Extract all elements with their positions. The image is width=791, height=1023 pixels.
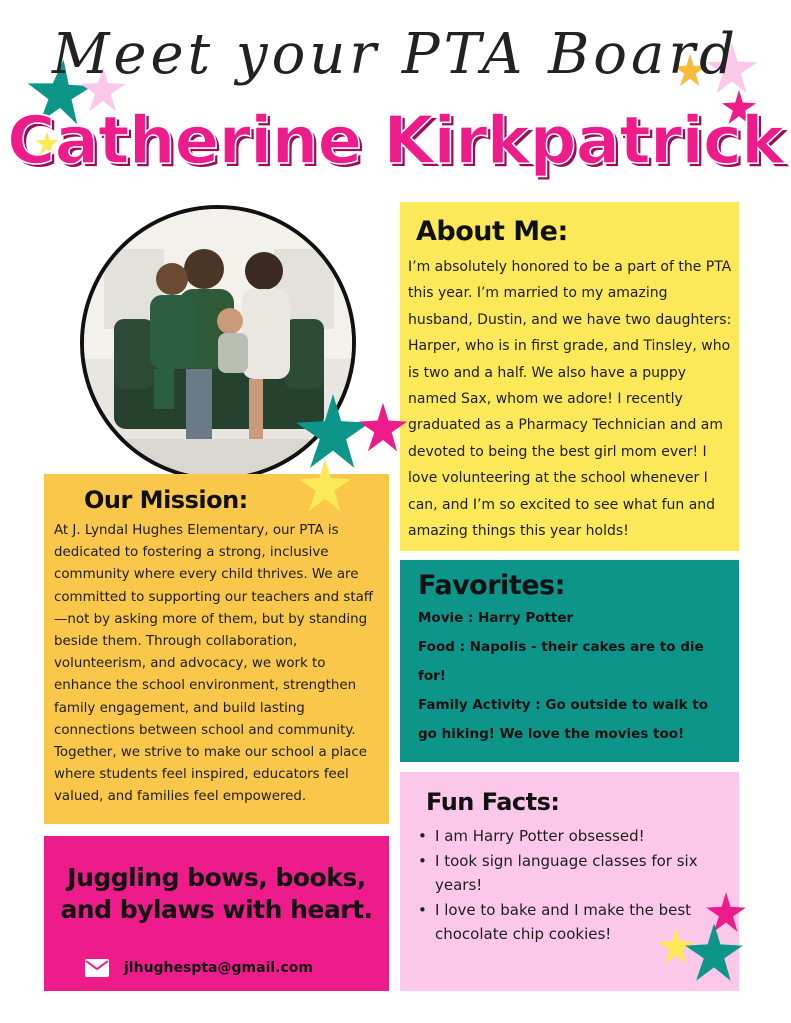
teal-star-icon bbox=[682, 920, 746, 984]
favorite-item: Family Activity : Go outside to walk to go hiking! We love the movies too! bbox=[418, 697, 708, 742]
pink-star-icon bbox=[356, 400, 410, 454]
mission-heading: Our Mission: bbox=[84, 486, 248, 514]
tagline-text: Juggling bows, books, and bylaws with heart. bbox=[60, 863, 373, 924]
yellow-star-icon bbox=[296, 456, 354, 514]
fun-fact-item: • I took sign language classes for six years! bbox=[416, 849, 716, 898]
tagline-panel bbox=[44, 836, 389, 991]
favorite-item: Food : Napolis - their cakes are to die for! bbox=[418, 639, 704, 684]
email-link[interactable]: jlhughespta@gmail.com bbox=[124, 960, 313, 976]
about-body: I’m absolutely honored to be a part of the PTA this year. I’m married to my amazing husband, Dustin, and we have two daughters: Harper, who is in first grade, and Tinsley, who is two and a half. We also have a puppy named Sax, whom we adore! I recently graduated as a Pharmacy Technician and am devoted to being the best girl mom ever! I love volunteering at the school whenever I can, and I’m so excited to see what fun and amazing things this year holds! bbox=[408, 259, 732, 540]
page-subtitle: Meet your PTA Board bbox=[52, 22, 739, 87]
favorites-heading: Favorites: bbox=[418, 570, 565, 601]
mission-body: At J. Lyndal Hughes Elementary, our PTA is dedicated to fostering a strong, inclusive community where every child thrives. We are committed to supporting our teachers and staff—not by asking more of them, but by standing beside them. Through collaboration, volunteerism, and advocacy, we work to enhance the school environment, strengthen family engagement, and build lasting connections between school and community. Together, we strive to make our school a place where students feel inspired, educators feel valued, and families feel empowered. bbox=[54, 523, 374, 805]
mission-panel bbox=[44, 474, 389, 824]
fun-facts-heading: Fun Facts: bbox=[426, 788, 560, 816]
fun-fact-item: • I love to bake and I make the best chocolate chip cookies! bbox=[416, 898, 716, 947]
favorites-panel bbox=[400, 560, 739, 762]
about-panel bbox=[400, 202, 739, 551]
envelope-icon bbox=[84, 958, 110, 978]
fun-fact-item: • I am Harry Potter obsessed! bbox=[416, 824, 716, 849]
email-row[interactable] bbox=[84, 956, 313, 980]
favorite-item: Movie : Harry Potter bbox=[418, 610, 574, 626]
favorites-list bbox=[418, 604, 730, 749]
about-heading: About Me: bbox=[416, 216, 568, 247]
page-title: Catherine Kirkpatrick bbox=[7, 102, 784, 179]
